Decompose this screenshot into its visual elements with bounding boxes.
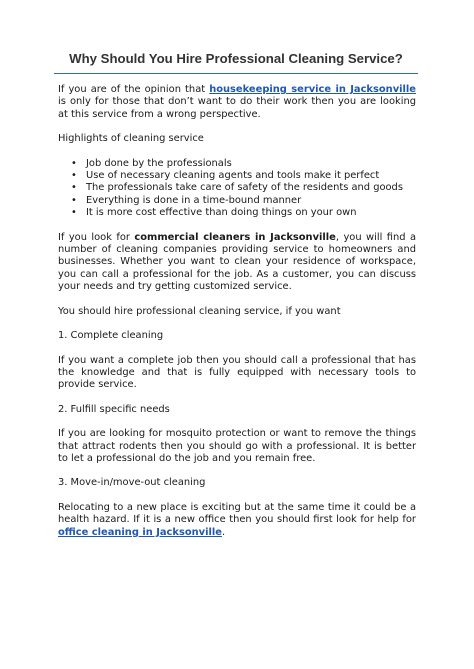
section2-heading: 2. Fulfill specific needs [58,403,170,415]
bullet-icon: • [71,170,77,182]
bullet-icon: • [71,207,77,219]
section3-text-before: Relocating to a new place is exciting but at the same time it could be a health hazard. If it is a new office then you should first look for help for [58,501,416,526]
list-item-text: It is more cost effective than doing things on your own [86,207,357,219]
list-item [58,195,416,207]
housekeeping-link[interactable]: housekeeping service in Jacksonville [209,84,416,95]
section3-paragraph [58,502,416,539]
bullet-icon: • [71,157,77,169]
title-underline [54,73,418,74]
list-item-text: Use of necessary cleaning agents and tools make it perfect [86,170,380,182]
section3-text-after: . [221,526,226,538]
list-item [58,182,416,194]
bullet-icon: • [71,194,77,206]
bullet-icon: • [71,182,77,194]
intro-text-after: is only for those that don’t want to do their work then you are looking at this service from a wrong perspective. [58,96,416,120]
commercial-cleaners-keyword: commercial cleaners in Jacksonville [134,231,336,243]
document-body [58,84,416,539]
intro-text-before: If you are of the opinion that [58,84,210,95]
para2-text-after: , you will find a number of cleaning companies providing service to homeowners and businesses. Whether you want to clean your residence of workspace, you can call a professional for the job. As a customer, you can discuss your needs and try getting customized service. [58,231,417,293]
list-item-text: Job done by the professionals [86,157,232,169]
intro-paragraph [58,84,416,121]
highlights-heading: Highlights of cleaning service [58,133,204,145]
commercial-paragraph [58,232,416,294]
list-item-text: Everything is done in a time-bound manner [86,194,302,206]
hire-paragraph: You should hire professional cleaning service, if you want [58,305,341,317]
list-item [58,158,416,170]
section1-paragraph: If you want a complete job then you should call a professional that has the knowledge and that is fully equipped with necessary tools to provide service. [58,354,416,391]
para2-text-before: If you look for [58,231,135,243]
list-item [58,207,416,219]
section1-heading: 1. Complete cleaning [58,330,164,342]
section3-heading: 3. Move-in/move-out cleaning [58,477,206,489]
section2-paragraph: If you are looking for mosquito protection or want to remove the things that attract rodents then you should go with a professional. It is better to let a professional do the job and you remain free. [58,428,416,464]
list-item [58,170,416,182]
office-cleaning-link[interactable]: office cleaning in Jacksonville [58,526,222,538]
list-item-text: The professionals take care of safety of the residents and goods [86,182,403,194]
page-title: Why Should You Hire Professional Cleaning Service? [69,51,403,66]
highlights-list [58,158,416,220]
